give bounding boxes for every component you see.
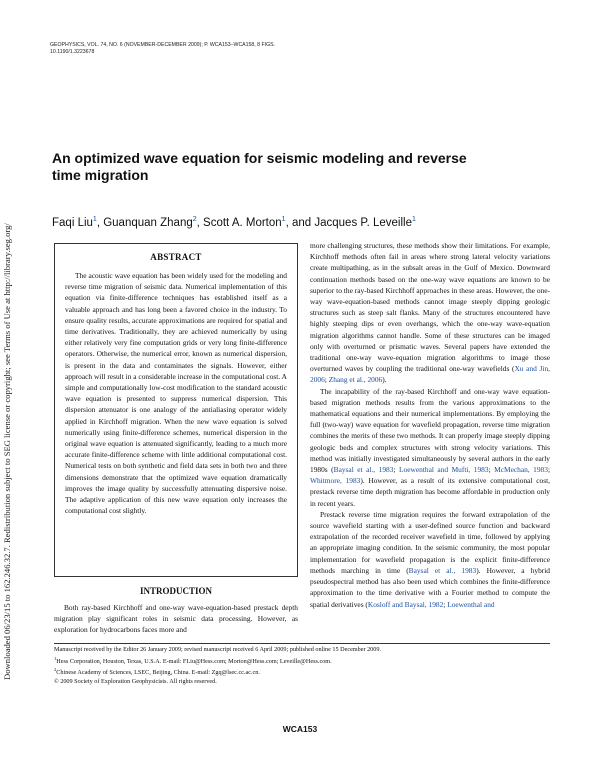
paragraph-text: ; [488, 465, 495, 475]
copyright: © 2009 Society of Exploration Geophysicists. All rights reserved. [54, 677, 217, 685]
author-name: Scott A. Morton [203, 216, 282, 229]
page-number: WCA153 [282, 724, 318, 734]
footnote-divider [54, 643, 550, 644]
download-notice [0, 80, 16, 680]
paragraph [310, 509, 550, 610]
introduction-text: Both ray-based Kirchhoff and one-way wave-equation-based prestack depth migration play significant roles in seismic data processing. However, as exploration for hydrocarbons faces more and [54, 603, 298, 635]
affiliation-mark[interactable]: 1 [92, 216, 97, 223]
citation-link[interactable]: Loewenthal and [447, 599, 495, 609]
footnotes [54, 646, 550, 687]
citation-link[interactable]: Zhang et al., 2006 [328, 375, 383, 385]
citation-link[interactable]: Loewenthal and Mufti, 1983 [399, 465, 489, 475]
author-name: Jacques P. Leveille [314, 216, 412, 229]
citation-link[interactable]: Kosloff and Baysal, 1982 [367, 599, 444, 609]
citation-link[interactable]: Xu and Jin, 2006 [310, 364, 550, 385]
paragraph-text: ; [443, 599, 448, 609]
paragraph-text: ; [547, 465, 551, 475]
paragraph [310, 386, 550, 509]
abstract-text: The acoustic wave equation has been widely used for the modeling and reverse time migration of seismic data. Numerical implementation of this equation via finite-difference techniques has established itself as a valuable approach and has long been a favored choice in the industry. To ensure quality results, accurate approximations are required for spatial and time derivatives. Traditionally, they are achieved numerically by using either relatively very fine computation grids or very long finite-difference operators. Otherwise, the numerical error, known as numerical dispersion, is present in the data and contaminates the signals. However, either approach will result in a considerable increase in the computational cost. A simple and computationally low-cost modification to the standard acoustic wave equation is presented to suppress numerical dispersion. This dispersion attenuator is one analogy of the antialiasing operator widely applied in Kirchhoff migration. When the new wave equation is solved numerically using finite-difference schemes, numerical dispersion in the original wave equation is attenuated significantly, leading to a much more accurate finite-difference scheme with little additional computational cost. Numerical tests on both synthetic and field data sets in both two and three dimensions demonstrate that the optimized wave equation dramatically improves the image quality by successfully attenuating dispersive noise. The adaptive application of this new wave equation only increases the computational cost slightly. [65, 271, 287, 516]
affiliation-mark[interactable]: 2 [192, 216, 197, 223]
citation-link[interactable]: Baysal et al., 1983 [333, 465, 394, 475]
citation-link[interactable]: Baysal et al., 1983 [408, 565, 477, 575]
author-name: Guanquan Zhang [103, 216, 193, 229]
citation-link[interactable]: Whitmore, 1983 [310, 476, 361, 486]
author-name: Faqi Liu [52, 216, 93, 229]
paragraph-text: more challenging structures, these methods show their limitations. For example, Kirchhoff methods often fail in areas where strong lateral velocity variations create multipathing, as in the subsalt areas in the Gulf of Mexico. Downward continuation methods based on the one-way wave equations are known to be superior to the ray-based Kirchhoff approaches in these areas. However, the one-way wave-equation-based methods cannot image steeply dipping geologic structures such as steep salt flanks. Many of the structures encountered have highly steeping dips or even overhangs, which the one-way wave-equation migration algorithms cannot handle. Some of these structures can be imaged only with overturned or prismatic waves. Several papers have extended the traditional one-way wave-equation migration algorithms to image those overturned waves by coupling the traditional one-way wavefields ( [310, 241, 550, 374]
affiliation-mark: 2 [54, 667, 57, 673]
paragraph-text: ; [324, 375, 329, 385]
introduction-heading: INTRODUCTION [139, 586, 212, 596]
affiliation-text: Hess Corporation, Houston, Texas, U.S.A. E-mail: FLiu@Hess.com; Morton@Hess.com; Leveille@Hess.com. [56, 657, 332, 665]
affiliation-2 [54, 666, 550, 678]
affiliation-mark: 1 [54, 655, 57, 661]
abstract-heading: ABSTRACT [150, 252, 202, 262]
paragraph-text: ). However, as a result of its extensive computational cost, prestack reverse time depth migration has become affordable in production only in recent years. [310, 476, 550, 508]
journal-header [50, 42, 370, 56]
citation-link[interactable]: McMechan, 1983 [494, 465, 548, 475]
paragraph-text: ). [382, 375, 387, 385]
journal-citation: GEOPHYSICS, VOL. 74, NO. 6 (NOVEMBER-DECEMBER 2009); P. WCA153–WCA158, 8 FIGS. [50, 42, 276, 48]
right-column [310, 240, 550, 610]
paragraph-text: ). However, a hybrid pseudospectral method has also been used which combines the finite-difference approximation to the time derivative with a Fourier method to compute the spatial derivatives ( [310, 565, 550, 609]
affiliation-mark[interactable]: 1 [411, 216, 416, 223]
paragraph [310, 240, 550, 386]
paper-title: An optimized wave equation for seismic modeling and reverse time migration [52, 150, 467, 183]
download-notice-text: Downloaded 06/23/15 to 162.246.32.7. Redistribution subject to SEG license or copyright; see Terms of Use at http://library.seg.org/ [2, 223, 12, 680]
paragraph-text: ; [393, 465, 400, 475]
affiliation-1 [54, 655, 550, 667]
manuscript-dates: Manuscript received by the Editor 26 January 2009; revised manuscript received 6 April 2009; published online 15 December 2009. [54, 646, 381, 653]
affiliation-mark[interactable]: 1 [281, 216, 286, 223]
abstract-box [54, 243, 298, 577]
paragraph-text: Prestack reverse time migration requires the forward extrapolation of the source wavefield starting with a user-defined source function and backward extrapolation of the recorded receiver wavefield in time, followed by applying an appropriate imaging condition. In the seismic community, the most popular implementation for wavefield propagation is the explicit finite-difference methods marching in time ( [310, 509, 550, 575]
paragraph-text: The incapability of the ray-based Kirchhoff and one-way wave equation-based migration methods results from the various approximations to the mathematical equations and their numerical implementations. By employing the full (two-way) wave equation for wavefield propagation, reverse time migration combines the merits of these two methods. It can properly image steeply dipping geologic beds and complex structures with strong velocity variations. This method was initially investigated simultaneously by several authors in the early 1980s ( [310, 386, 550, 475]
affiliation-text: Chinese Academy of Sciences, LSEC, Beijing, China. E-mail: Zgq@lsec.cc.ac.cn. [56, 669, 260, 677]
author-list: Faqi Liu$^1$, Guanquan Zhang$^2$, Scott A. Morton$^1$, and Jacques P. Leveille$^1$ [52, 216, 416, 229]
doi: 10.1190/1.3223678 [50, 49, 95, 55]
